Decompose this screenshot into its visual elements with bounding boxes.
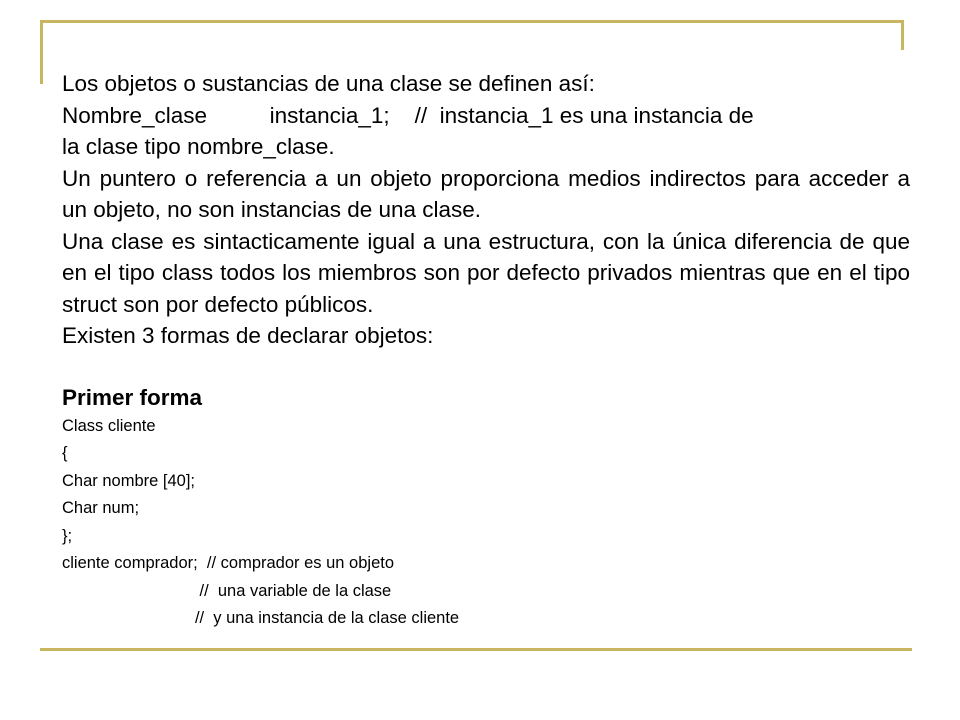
bottom-decorative-line	[40, 648, 912, 651]
code-line: Char nombre [40];	[62, 471, 195, 490]
code-line: };	[62, 526, 73, 545]
forms-line: Existen 3 formas de declarar objetos:	[62, 323, 434, 348]
code-line: // una variable de la clase	[62, 581, 392, 600]
spacer	[62, 352, 910, 382]
right-decorative-line	[901, 20, 904, 50]
code-line: // y una instancia de la clase cliente	[62, 609, 460, 627]
intro-line-1: Los objetos o sustancias de una clase se definen así:	[62, 71, 595, 96]
intro-line-2: Nombre_clase instancia_1; // instancia_1 es una instancia de	[62, 102, 754, 128]
class-paragraph: Una clase es sintacticamente igual a una estructura, con la única diferencia de que en el tipo class todos los miembros son por defecto privados mientras que en el tipo struct son por defecto públicos.	[62, 228, 910, 317]
code-line: cliente comprador; // comprador es un objeto	[62, 554, 395, 572]
code-line: Class cliente	[62, 416, 156, 435]
slide-content	[62, 68, 910, 633]
code-line: Char num;	[62, 499, 140, 517]
top-decorative-line	[40, 20, 904, 23]
code-line: {	[62, 444, 68, 462]
code-block	[62, 413, 910, 633]
left-decorative-line	[40, 20, 43, 84]
section-heading: Primer forma	[62, 384, 203, 410]
pointer-paragraph: Un puntero o referencia a un objeto proporciona medios indirectos para acceder a un objeto, no son instancias de una clase.	[62, 165, 910, 222]
intro-line-3: la clase tipo nombre_clase.	[62, 134, 335, 159]
